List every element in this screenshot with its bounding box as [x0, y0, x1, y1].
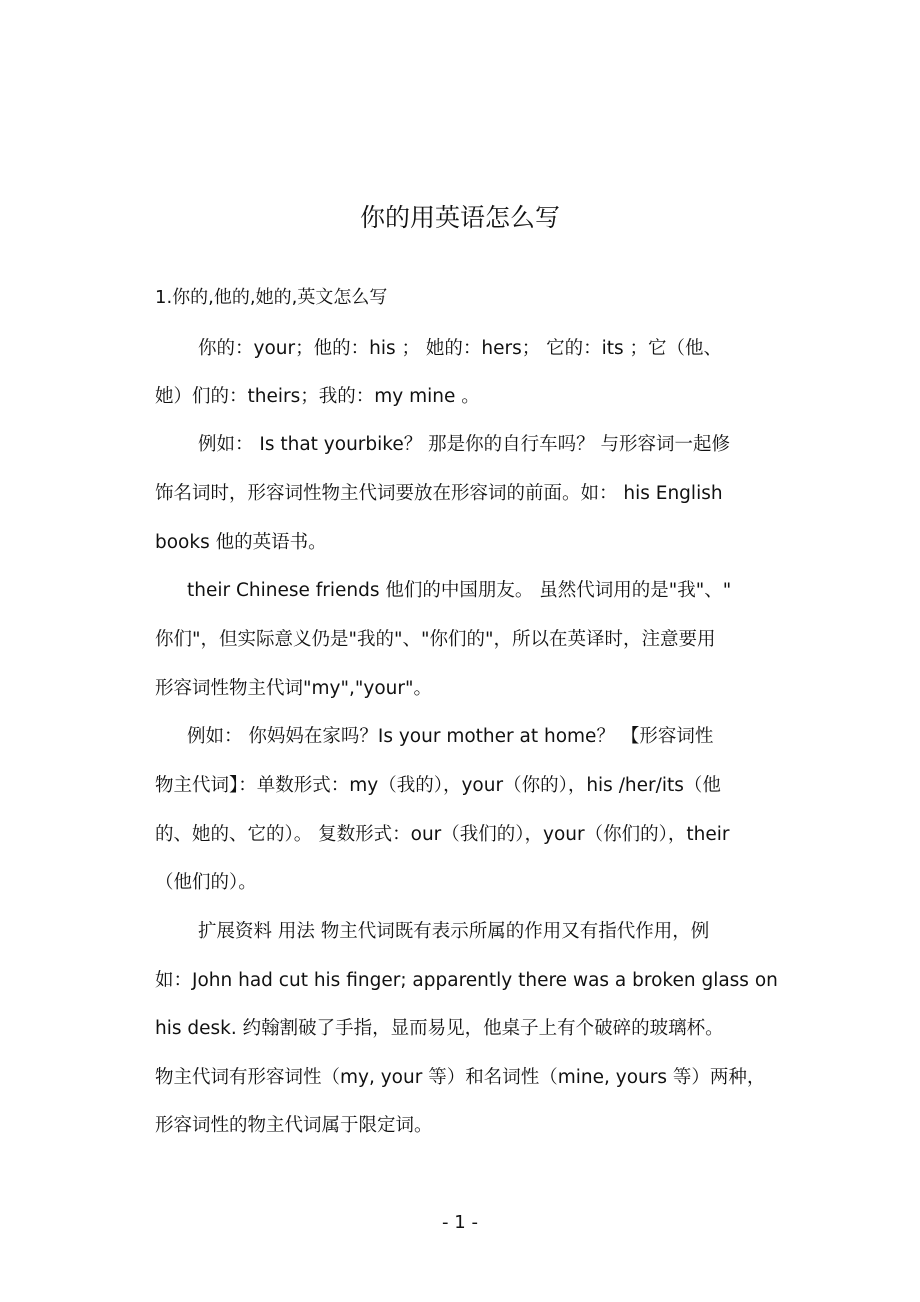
body-line: 形容词性物主代词"my","your"。	[155, 678, 432, 699]
body-line: 的、她的、它的）。 复数形式：our（我们的），your（你们的），their	[155, 824, 730, 845]
body-line: their Chinese friends 他们的中国朋友。 虽然代词用的是"我"、"	[187, 580, 732, 601]
document-title: 你的用英语怎么写	[359, 203, 560, 232]
body-line: 她）们的：theirs；我的：my mine 。	[155, 386, 480, 407]
page-number: - 1 -	[442, 1212, 478, 1233]
body-line: his desk. 约翰割破了手指，显而易见，他桌子上有个破碎的玻璃杯。	[155, 1018, 724, 1039]
body-line: 你们"，但实际意义仍是"我的"、"你们的"，所以在英译时，注意要用	[155, 629, 716, 650]
body-line: 饰名词时，形容词性物主代词要放在形容词的前面。如： his English	[155, 483, 723, 504]
body-line: 物主代词】：单数形式：my（我的），your（你的），his /her/its（他	[155, 775, 721, 796]
body-line: 物主代词有形容词性（my, your 等）和名词性（mine, yours 等）两种，	[155, 1067, 766, 1088]
body-line: 例如： 你妈妈在家吗？Is your mother at home？ 【形容词性	[187, 726, 714, 747]
body-line: 形容词性的物主代词属于限定词。	[155, 1115, 433, 1136]
body-line: 例如： Is that yourbike？ 那是你的自行车吗？ 与形容词一起修	[198, 434, 730, 455]
body-line: 你的：your；他的：his ； 她的：hers； 它的：its ；它（他、	[198, 338, 723, 359]
body-line: 如：John had cut his finger; apparently there was a broken glass on	[155, 970, 778, 991]
body-line: books 他的英语书。	[155, 532, 327, 553]
body-line: 扩展资料 用法 物主代词既有表示所属的作用又有指代作用，例	[198, 921, 710, 942]
body-line: （他们的）。	[155, 872, 257, 893]
section-heading: 1.你的,他的,她的,英文怎么写	[155, 287, 388, 308]
